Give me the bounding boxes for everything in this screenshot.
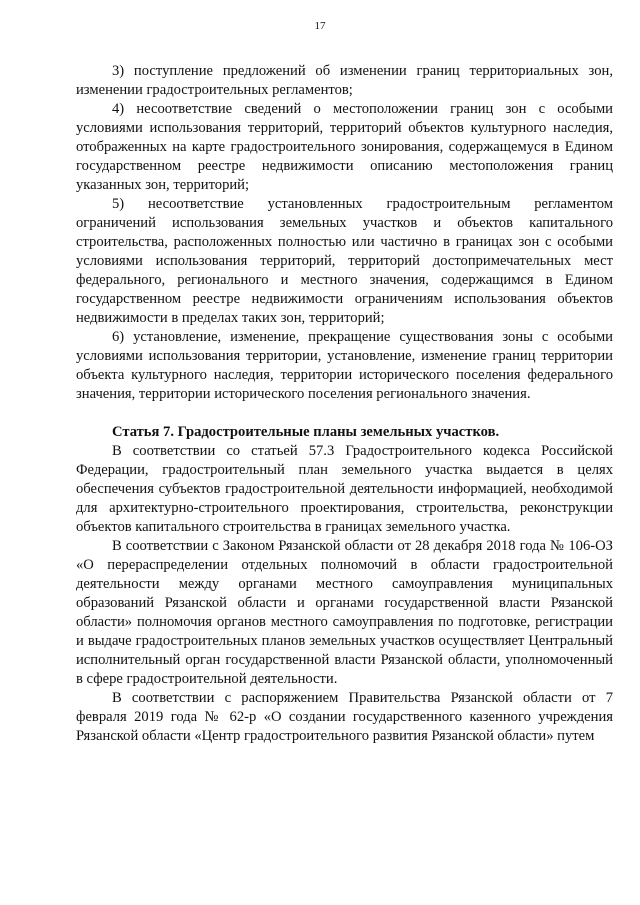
paragraph-item-6: 6) установление, изменение, прекращение существования зоны с особыми условиями использования территории, установление, изменение границ территории объекта культурного наследия, территории исторического поселения федерального значения, территории исторического поселения регионального значения. [76,329,613,402]
page-number: 17 [314,20,326,32]
document-body [76,62,613,746]
paragraph-item-5: 5) несоответствие установленных градостроительным регламентом ограничений использования земельных участков и объектов капитального строительства, расположенных полностью или частично в границах зон с особыми условиями использования территорий, территорий достопримечательных мест федерального, регионального и местного значения, содержащимся в Едином государственном реестре недвижимости ограничениям использования объектов недвижимости в пределах таких зон, территорий; [76,196,613,326]
paragraph-item-4: 4) несоответствие сведений о местоположении границ зон с особыми условиями использования территорий, территорий объектов культурного наследия, отображенных на карте градостроительного зонирования, содержащемуся в Едином государственном реестре недвижимости описанию местоположения границ указанных зон, территорий; [76,101,613,193]
section-spacer [76,404,613,423]
article-paragraph-2: В соответствии с Законом Рязанской области от 28 декабря 2018 года № 106-ОЗ «О перераспределении отдельных полномочий в области градостроительной деятельности между органами местного самоуправления муниципальных образований Рязанской области и органами государственной власти Рязанской области» полномочия органов местного самоуправления по подготовке, регистрации и выдаче градостроительных планов земельных участков осуществляет Центральный исполнительный орган государственной власти Рязанской области, уполномоченный в сфере градостроительной деятельности. [76,538,613,687]
article-heading: Статья 7. Градостроительные планы земельных участков. [112,424,500,440]
paragraph-item-3: 3) поступление предложений об изменении границ территориальных зон, изменении градостроительных регламентов; [76,63,613,98]
article-paragraph-3: В соответствии с распоряжением Правительства Рязанской области от 7 февраля 2019 года № 62-р «О создании государственного казенного учреждения Рязанской области «Центр градостроительного развития Рязанской области» путем [76,690,613,744]
article-paragraph-1: В соответствии со статьей 57.3 Градостроительного кодекса Российской Федерации, градостроительный план земельного участка выдается в целях обеспечения субъектов градостроительной деятельности информацией, необходимой для архитектурно-строительного проектирования, строительства, реконструкции объектов капитального строительства в границах земельного участка. [76,443,613,535]
